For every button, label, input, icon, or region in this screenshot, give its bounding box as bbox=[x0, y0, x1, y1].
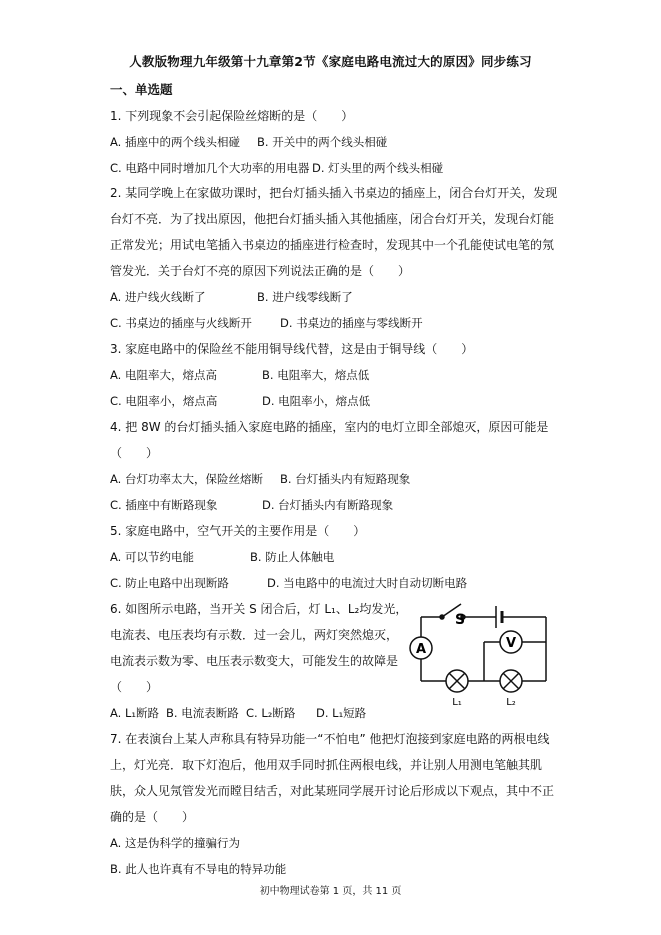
q5-option-a: A. 可以节约电能 bbox=[110, 550, 194, 564]
q2-option-d: D. 书桌边的插座与零线断开 bbox=[280, 316, 423, 330]
question-2-line-1: 2. 某同学晚上在家做功课时，把台灯插头插入书桌边的插座上，闭合台灯开关，发现 bbox=[110, 186, 558, 200]
question-2-line-2: 台灯不亮．为了找出原因，他把台灯插头插入其他插座，闭合台灯开关，发现台灯能 bbox=[110, 212, 555, 226]
q3-option-d: D. 电阻率小，熔点低 bbox=[262, 394, 371, 408]
q6-option-c: C. L₂断路 bbox=[246, 706, 296, 720]
question-7-line-4: 确的是（ ） bbox=[110, 810, 195, 824]
question-7-line-2: 上，灯光亮．取下灯泡后，他用双手同时抓住两根电线，并让别人用测电笔触其肌 bbox=[110, 758, 543, 772]
question-4-line-2: （ ） bbox=[110, 446, 159, 460]
q4-option-c: C. 插座中有断路现象 bbox=[110, 498, 218, 512]
question-3-options-row-2 bbox=[110, 393, 370, 409]
q3-option-c: C. 电阻率小，熔点高 bbox=[110, 394, 218, 408]
question-1-options-row-1 bbox=[110, 134, 387, 150]
question-5-stem: 5. 家庭电路中，空气开关的主要作用是（ ） bbox=[110, 524, 366, 538]
q1-option-a: A. 插座中的两个线头相碰 bbox=[110, 135, 240, 149]
question-4-options-row-2 bbox=[110, 497, 393, 513]
section-heading: 一、单选题 bbox=[110, 82, 173, 97]
question-3-stem: 3. 家庭电路中的保险丝不能用铜导线代替，这是由于铜导线（ ） bbox=[110, 342, 474, 356]
q2-option-b: B. 进户线零线断了 bbox=[257, 290, 353, 304]
question-5-options-row-1 bbox=[110, 549, 334, 565]
question-7-line-3: 肤，众人见氖管发光而瞠目结舌，对此某班同学展开讨论后形成以下观点，其中不正 bbox=[110, 784, 555, 798]
q4-option-d: D. 台灯插头内有断路现象 bbox=[262, 498, 394, 512]
question-1-stem: 1. 下列现象不会引起保险丝熔断的是（ ） bbox=[110, 109, 354, 123]
q2-option-c: C. 书桌边的插座与火线断开 bbox=[110, 316, 252, 330]
question-4-line-1: 4. 把 8W 的台灯插头插入家庭电路的插座，室内的电灯立即全部熄灭，原因可能是 bbox=[110, 420, 549, 434]
document-title: 人教版物理九年级第十九章第2节《家庭电路电流过大的原因》同步练习 bbox=[129, 54, 532, 69]
q6-option-a: A. L₁断路 bbox=[110, 706, 159, 720]
q7-option-a: A. 这是伪科学的撞骗行为 bbox=[110, 836, 240, 850]
q5-option-c: C. 防止电路中出现断路 bbox=[110, 576, 229, 590]
question-6-options-row bbox=[110, 705, 366, 721]
lamp-l1-label: L₁ bbox=[452, 697, 462, 708]
ammeter-label: A bbox=[415, 642, 427, 657]
question-5-options-row-2 bbox=[110, 575, 467, 591]
question-6-line-3: 电流表示数为零、电压表示数变大，可能发生的故障是 bbox=[110, 654, 399, 668]
q5-option-b: B. 防止人体触电 bbox=[250, 550, 335, 564]
question-6-line-1: 6. 如图所示电路，当开关 S 闭合后，灯 L₁、L₂均发光， bbox=[110, 602, 408, 616]
q1-option-d: D. 灯头里的两个线头相碰 bbox=[312, 161, 444, 175]
question-6-line-4: （ ） bbox=[110, 680, 159, 694]
q6-option-b: B. 电流表断路 bbox=[166, 706, 239, 720]
q5-option-d: D. 当电路中的电流过大时自动切断电路 bbox=[267, 576, 468, 590]
question-3-options-row-1 bbox=[110, 367, 369, 383]
question-6-line-2: 电流表、电压表均有示数．过一会儿，两灯突然熄灭， bbox=[110, 628, 399, 642]
voltmeter-label: V bbox=[505, 636, 517, 651]
q3-option-b: B. 电阻率大，熔点低 bbox=[262, 368, 370, 382]
question-4-options-row-1 bbox=[110, 471, 410, 487]
q1-option-b: B. 开关中的两个线头相碰 bbox=[257, 135, 388, 149]
q4-option-a: A. 台灯功率太大，保险丝熔断 bbox=[110, 472, 263, 486]
page-footer: 初中物理试卷第 1 页，共 11 页 bbox=[259, 886, 402, 897]
q6-option-d: D. L₁短路 bbox=[316, 706, 367, 720]
question-2-line-3: 正常发光；用试电笔插入书桌边的插座进行检查时，发现其中一个孔能使试电笔的氖 bbox=[110, 238, 555, 252]
q2-option-a: A. 进户线火线断了 bbox=[110, 290, 206, 304]
lamp-l2-label: L₂ bbox=[506, 697, 516, 708]
q7-option-b: B. 此人也许真有不导电的特异功能 bbox=[110, 862, 287, 876]
circuit-diagram bbox=[400, 596, 552, 708]
q4-option-b: B. 台灯插头内有短路现象 bbox=[280, 472, 411, 486]
question-2-line-4: 管发光．关于台灯不亮的原因下列说法正确的是（ ） bbox=[110, 264, 411, 278]
question-2-options-row-1 bbox=[110, 289, 353, 305]
question-2-options-row-2 bbox=[110, 315, 423, 331]
switch-label: S bbox=[454, 612, 466, 628]
question-1-options-row-2 bbox=[110, 160, 443, 176]
q3-option-a: A. 电阻率大，熔点高 bbox=[110, 368, 217, 382]
question-7-line-1: 7. 在表演台上某人声称具有特异功能一“不怕电” 他把灯泡接到家庭电路的两根电线 bbox=[110, 732, 550, 746]
q1-option-c: C. 电路中同时增加几个大功率的用电器 bbox=[110, 161, 310, 175]
